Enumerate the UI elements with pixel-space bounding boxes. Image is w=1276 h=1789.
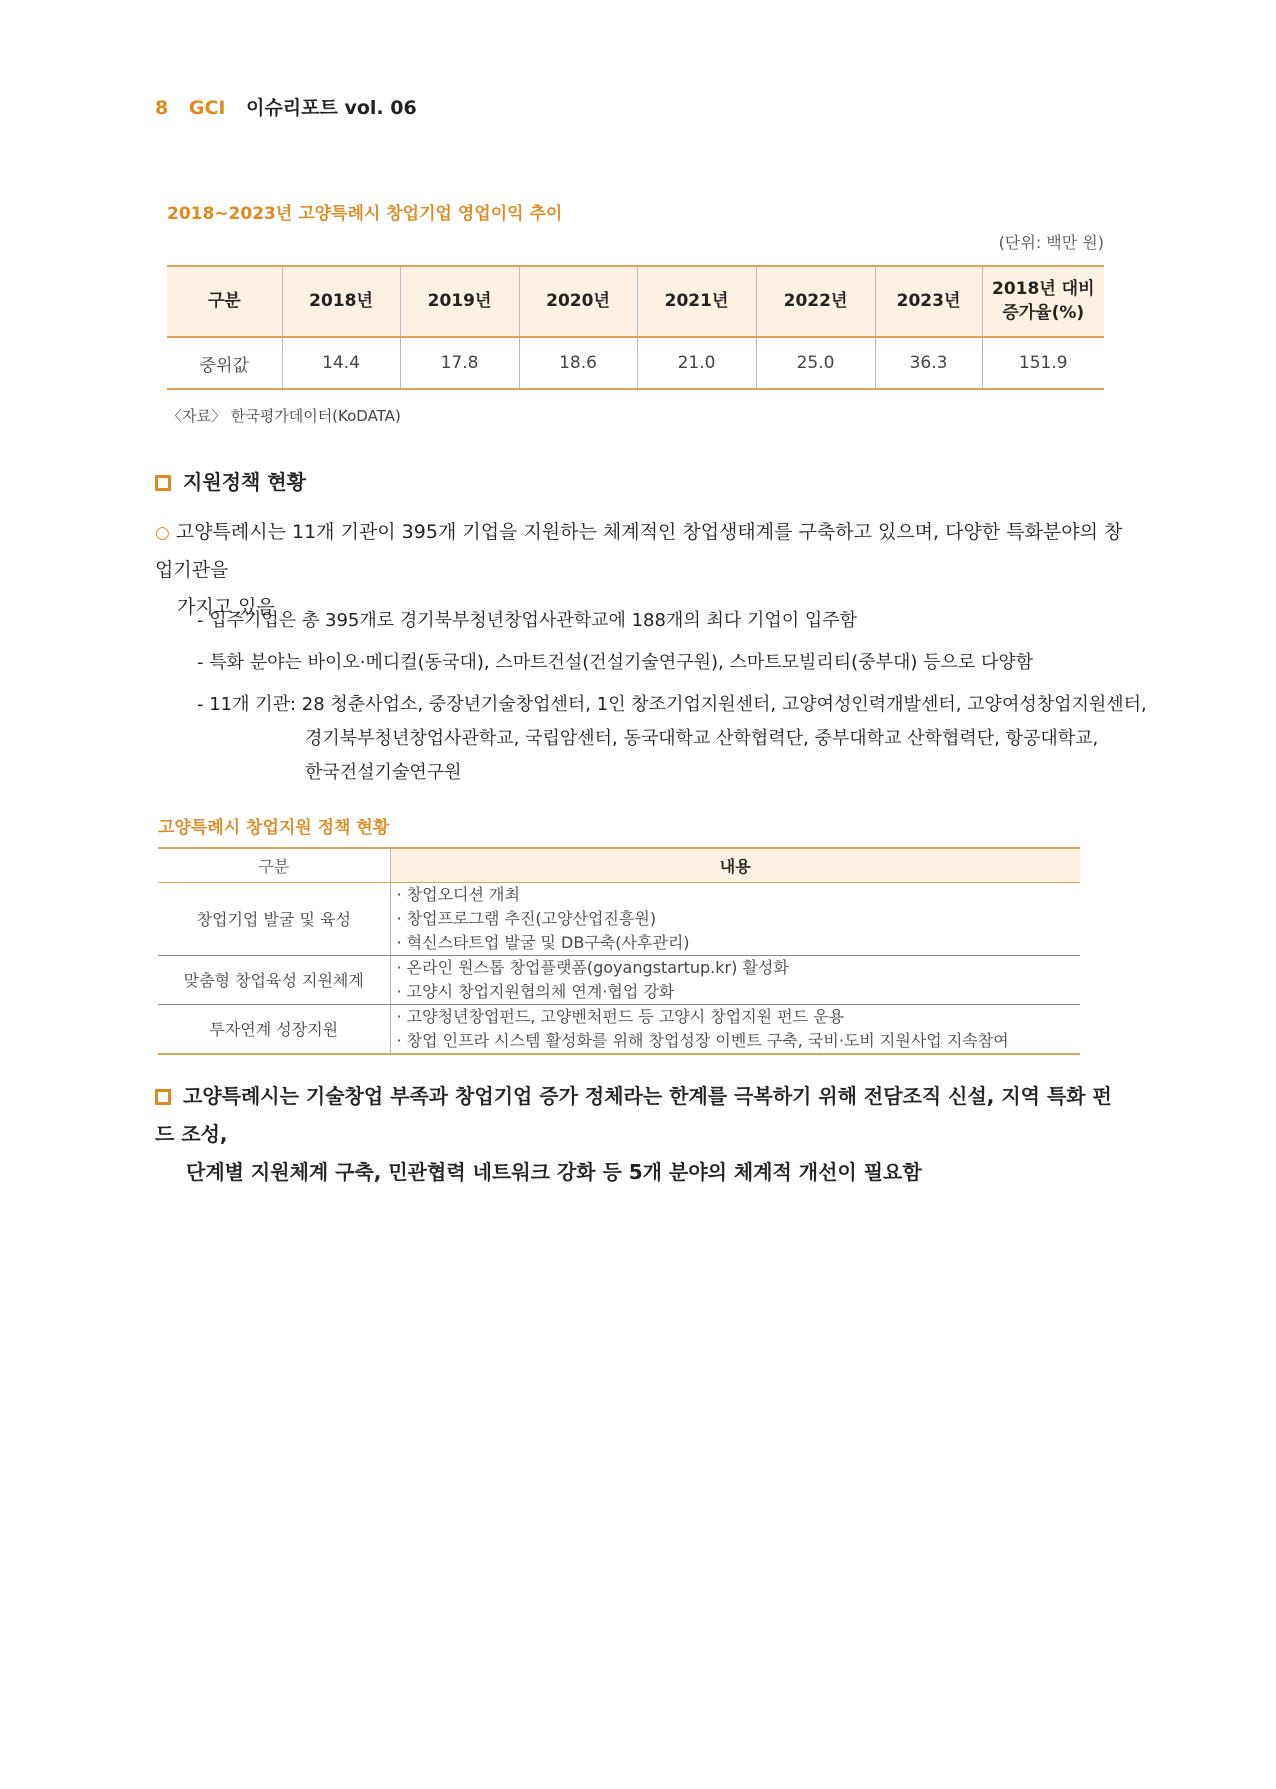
table1-source: 〈자료〉 한국평가데이터(KoDATA)	[167, 407, 401, 425]
policy-category: 맞춤형 창업육성 지원체계	[158, 955, 390, 1004]
institutions-line2: 경기북부청년창업사관학교, 국립암센터, 동국대학교 산학협력단, 중부대학교 산학협력단, 항공대학교,	[305, 728, 1099, 749]
table2-title: 고양특례시 창업지원 정책 현황	[158, 818, 390, 838]
policy-item: · 고양청년창업펀드, 고양벤처펀드 등 고양시 창업지원 펀드 운용	[396, 1006, 845, 1026]
bullet-text-line2: 가지고 있음	[177, 596, 275, 618]
table-header-row	[158, 848, 1080, 882]
circle-bullet-icon: ○	[155, 523, 170, 543]
policy-item: · 창업프로그램 추진(고양산업진흥원)	[396, 908, 657, 928]
square-bullet-icon	[155, 1089, 171, 1105]
policy-item: · 고양시 창업지원협의체 연계·협업 강화	[396, 981, 675, 1001]
report-title: 이슈리포트 vol. 06	[246, 97, 417, 119]
conclusion-line1: 고양특례시는 기술창업 부족과 창업기업 증가 정체라는 한계를 극복하기 위해 전담조직 신설, 지역 특화 펀드 조성,	[155, 1084, 1112, 1146]
policy-items	[390, 1004, 1080, 1054]
column-header-growth	[982, 266, 1104, 337]
institutions-line1: - 11개 기관: 28 청춘사업소, 중장년기술창업센터, 1인 창조기업지원센터, 고양여성인력개발센터, 고양여성창업지원센터,	[197, 694, 1147, 715]
column-header: 2021년	[637, 266, 756, 337]
bullet-text-line1: 고양특례시는 11개 기관이 395개 기업을 지원하는 체계적인 창업생태계를 구축하고 있으며, 다양한 특화분야의 창업기관을	[155, 521, 1123, 581]
column-header: 2022년	[756, 266, 875, 337]
policy-items	[390, 882, 1080, 955]
row-label: 중위값	[167, 337, 282, 389]
operating-profit-table	[167, 265, 1104, 390]
section-heading-text: 지원정책 현황	[183, 470, 306, 494]
conclusion-paragraph	[155, 1077, 1130, 1191]
column-header: 2018년	[282, 266, 400, 337]
column-header: 내용	[390, 848, 1080, 882]
table-row	[158, 1004, 1080, 1054]
column-header: 구분	[158, 848, 390, 882]
table-cell: 14.4	[282, 337, 400, 389]
table-cell: 36.3	[875, 337, 982, 389]
brand-name: GCI	[188, 97, 226, 119]
column-header: 2020년	[519, 266, 637, 337]
page-header	[155, 93, 417, 120]
column-header: 구분	[167, 266, 282, 337]
table-header-row	[167, 266, 1104, 337]
table-cell: 151.9	[982, 337, 1104, 389]
column-header: 2019년	[400, 266, 519, 337]
page-number: 8	[155, 97, 169, 119]
growth-header-line2: 증가율(%)	[1002, 302, 1085, 323]
table-row	[158, 955, 1080, 1004]
table-row	[158, 882, 1080, 955]
dash-item: - 입주기업은 총 395개로 경기북부청년창업사관학교에 188개의 최다 기업이 입주함	[197, 610, 858, 631]
dash-item-institutions	[197, 688, 1147, 790]
square-bullet-icon	[155, 475, 171, 491]
policy-items	[390, 955, 1080, 1004]
policy-table	[158, 847, 1080, 1055]
table1-unit: (단위: 백만 원)	[998, 233, 1104, 252]
policy-category: 투자연계 성장지원	[158, 1004, 390, 1054]
dash-item: - 특화 분야는 바이오·메디컬(동국대), 스마트건설(건설기술연구원), 스마트모빌리티(중부대) 등으로 다양함	[197, 652, 1034, 673]
policy-item: · 혁신스타트업 발굴 및 DB구축(사후관리)	[396, 932, 690, 952]
column-header: 2023년	[875, 266, 982, 337]
table-row	[167, 337, 1104, 389]
table1-title: 2018~2023년 고양특례시 창업기업 영업이익 추이	[167, 204, 563, 224]
policy-item: · 창업오디션 개최	[396, 884, 520, 904]
section-heading	[155, 466, 306, 495]
table-cell: 18.6	[519, 337, 637, 389]
policy-item: · 창업 인프라 시스템 활성화를 위해 창업성장 이벤트 구축, 국비·도비 지원사업 지속참여	[396, 1030, 1009, 1050]
table-cell: 17.8	[400, 337, 519, 389]
table-cell: 21.0	[637, 337, 756, 389]
growth-header-line1: 2018년 대비	[992, 278, 1095, 299]
conclusion-line2: 단계별 지원체계 구축, 민관협력 네트워크 강화 등 5개 분야의 체계적 개선이 필요함	[186, 1160, 922, 1184]
institutions-line3: 한국건설기술연구원	[305, 762, 462, 783]
policy-item: · 온라인 원스톱 창업플랫폼(goyangstartup.kr) 활성화	[396, 957, 789, 977]
policy-category: 창업기업 발굴 및 육성	[158, 882, 390, 955]
table-cell: 25.0	[756, 337, 875, 389]
